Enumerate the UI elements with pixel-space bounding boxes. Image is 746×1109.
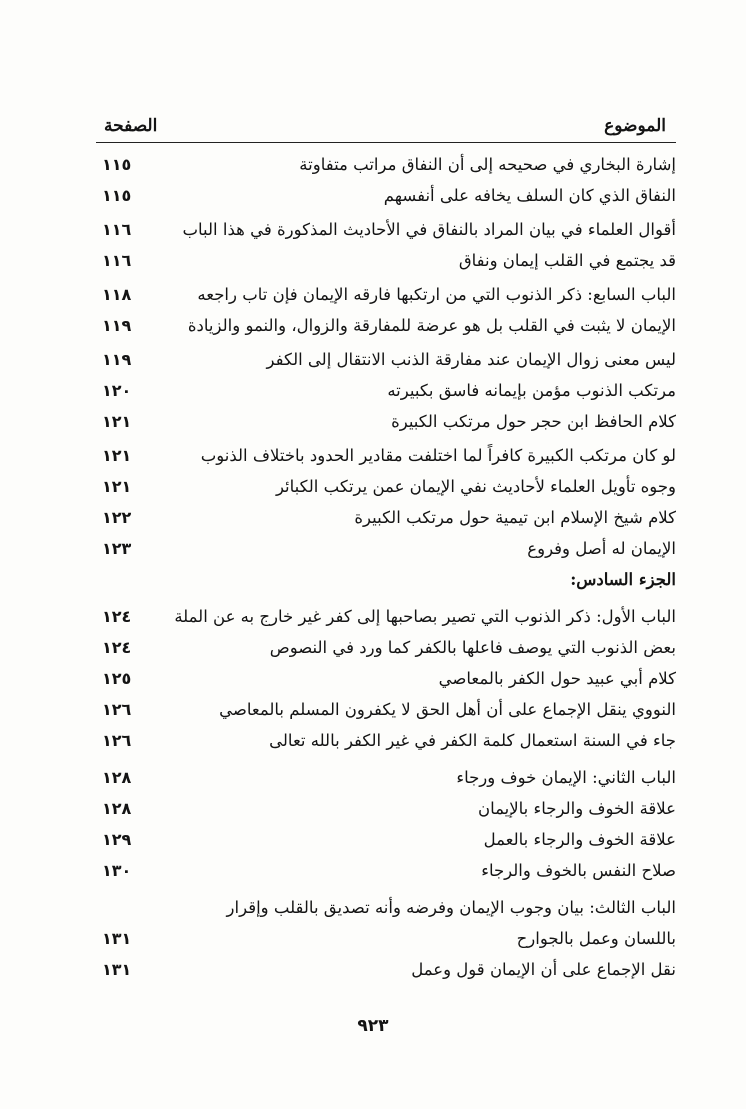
entry-title: النفاق الذي كان السلف يخافه على أنفسهم (383, 186, 676, 205)
toc-entry (96, 954, 676, 985)
entry-page: ١٢٤ (102, 607, 132, 626)
entry-title: كلام شيخ الإسلام ابن تيمية حول مرتكب الكبيرة (354, 508, 676, 527)
entry-page: ١٢١ (102, 446, 132, 465)
toc-entry (96, 279, 676, 310)
entry-title: صلاح النفس بالخوف والرجاء (481, 861, 676, 880)
toc-entry (96, 375, 676, 406)
entry-title: أقوال العلماء في بيان المراد بالنفاق في الأحاديث المذكورة في هذا الباب (182, 220, 676, 239)
part-title: الجزء السادس: (570, 570, 676, 589)
entry-title: الباب الثاني: الإيمان خوف ورجاء (456, 768, 676, 787)
entry-title: وجوه تأويل العلماء لأحاديث نفي الإيمان عمن يرتكب الكبائر (275, 477, 676, 496)
toc-entry (96, 793, 676, 824)
entry-title: كلام الحافظ ابن حجر حول مرتكب الكبيرة (391, 412, 676, 431)
entry-title: الباب السابع: ذكر الذنوب التي من ارتكبها فارقه الإيمان فإن تاب راجعه (197, 285, 676, 304)
entry-page: ١٢٩ (102, 830, 132, 849)
toc-entry (96, 725, 676, 756)
page-column-header: الصفحة (104, 116, 158, 136)
toc-entry (96, 601, 676, 632)
entry-page: ١١٥ (102, 186, 132, 205)
subject-column-header: الموضوع (604, 116, 666, 136)
part-heading (96, 564, 676, 595)
toc-entry (96, 471, 676, 502)
entry-title: علاقة الخوف والرجاء بالإيمان (477, 799, 676, 818)
entry-title: الإيمان له أصل وفروع (527, 539, 676, 558)
toc-entry (96, 344, 676, 375)
entry-page: ١١٥ (102, 155, 132, 174)
toc-entries (96, 149, 676, 985)
toc-entry (96, 824, 676, 855)
entry-title: كلام أبي عبيد حول الكفر بالمعاصي (438, 669, 676, 688)
table-of-contents (96, 102, 676, 985)
entry-title: ليس معنى زوال الإيمان عند مفارقة الذنب الانتقال إلى الكفر (266, 350, 676, 369)
toc-entry (96, 440, 676, 471)
entry-title: علاقة الخوف والرجاء بالعمل (483, 830, 676, 849)
page-number: ٩٢٣ (357, 1016, 389, 1036)
header-rule (96, 142, 676, 143)
entry-title: إشارة البخاري في صحيحه إلى أن النفاق مراتب متفاوتة (299, 155, 676, 174)
entry-title: الباب الثالث: بيان وجوب الإيمان وفرضه وأنه تصديق بالقلب وإقرار (226, 898, 676, 917)
entry-page: ١١٩ (102, 316, 132, 335)
toc-entry (96, 892, 676, 923)
toc-entry (96, 663, 676, 694)
entry-page: ١٣٠ (102, 861, 132, 880)
entry-title: نقل الإجماع على أن الإيمان قول وعمل (411, 960, 676, 979)
entry-title: لو كان مرتكب الكبيرة كافراً لما اختلفت مقادير الحدود باختلاف الذنوب (200, 446, 676, 465)
entry-page: ١٢١ (102, 477, 132, 496)
toc-entry (96, 762, 676, 793)
entry-page: ١٢٦ (102, 731, 132, 750)
entry-page: ١٢٤ (102, 638, 132, 657)
toc-entry (96, 214, 676, 245)
entry-title: مرتكب الذنوب مؤمن بإيمانه فاسق بكبيرته (387, 381, 676, 400)
toc-entry (96, 533, 676, 564)
entry-page: ١٢٢ (102, 508, 132, 527)
entry-page: ١١٩ (102, 350, 132, 369)
entry-page: ١٣١ (102, 929, 132, 948)
toc-entry (96, 694, 676, 725)
toc-entry (96, 502, 676, 533)
entry-title: باللسان وعمل بالجوارح (516, 929, 676, 948)
entry-page: ١٢٠ (102, 381, 132, 400)
toc-entry (96, 245, 676, 276)
entry-title: النووي ينقل الإجماع على أن أهل الحق لا يكفرون المسلم بالمعاصي (219, 700, 676, 719)
entry-page: ١٢٨ (102, 799, 132, 818)
toc-entry (96, 855, 676, 886)
entry-page: ١١٨ (102, 285, 132, 304)
entry-title: قد يجتمع في القلب إيمان ونفاق (458, 251, 676, 270)
entry-page: ١٢٣ (102, 539, 132, 558)
entry-title: الإيمان لا يثبت في القلب بل هو عرضة للمفارقة والزوال، والنمو والزيادة (187, 316, 676, 335)
entry-page: ١١٦ (102, 220, 132, 239)
toc-entry (96, 180, 676, 211)
toc-header (96, 102, 676, 136)
entry-page: ١٢٨ (102, 768, 132, 787)
entry-page: ١٢١ (102, 412, 132, 431)
entry-title: الباب الأول: ذكر الذنوب التي تصير بصاحبها إلى كفر غير خارج به عن الملة (174, 607, 676, 626)
entry-page: ١٣١ (102, 960, 132, 979)
entry-page: ١١٦ (102, 251, 132, 270)
entry-page: ١٢٥ (102, 669, 132, 688)
entry-title: بعض الذنوب التي يوصف فاعلها بالكفر كما ورد في النصوص (269, 638, 676, 657)
toc-entry (96, 632, 676, 663)
entry-title: جاء في السنة استعمال كلمة الكفر في غير الكفر بالله تعالى (269, 731, 676, 750)
toc-entry (96, 310, 676, 341)
toc-entry (96, 406, 676, 437)
toc-entry (96, 149, 676, 180)
toc-entry (96, 923, 676, 954)
entry-page: ١٢٦ (102, 700, 132, 719)
